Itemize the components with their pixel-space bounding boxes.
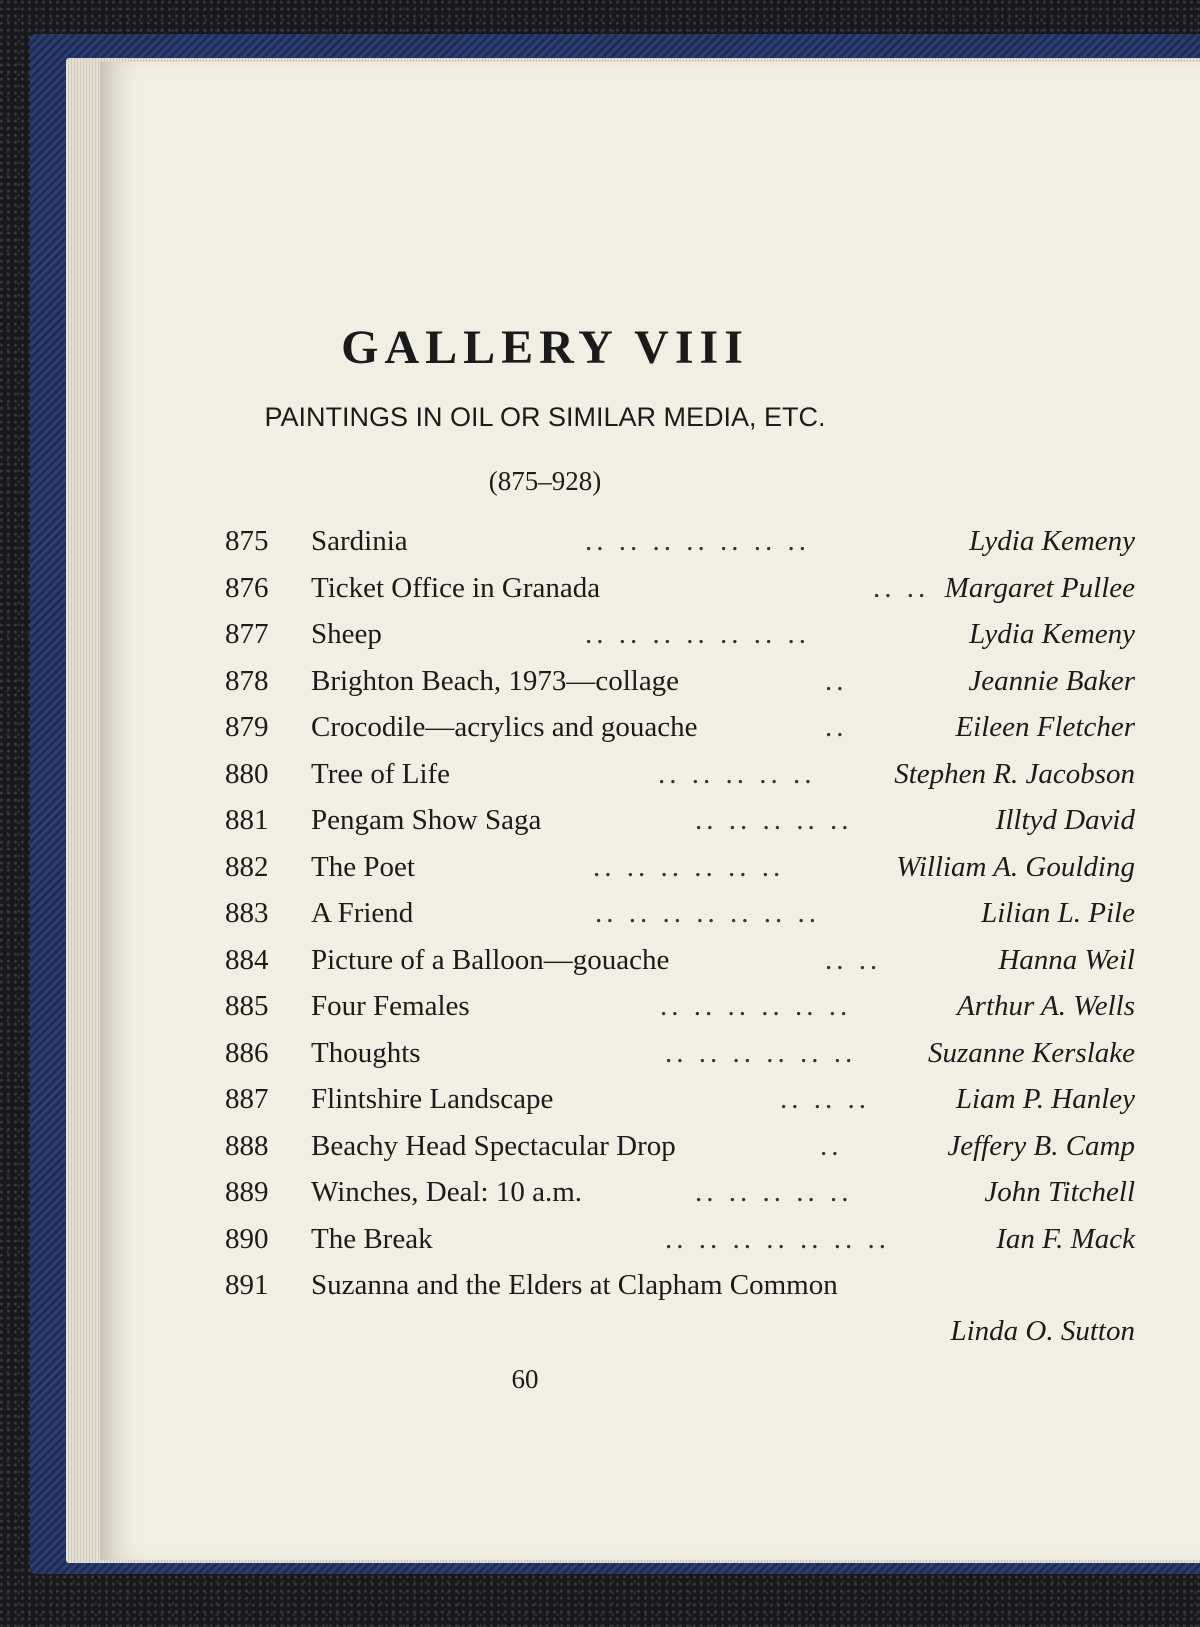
entry-work [311,611,382,658]
entry-work [311,751,450,798]
list-item [225,658,1135,705]
entry-medium: —gouache [543,943,670,976]
entry-artist: Arthur A. Wells [956,990,1135,1022]
entry-title: Beachy Head Spectacular Drop [311,1129,676,1162]
list-item [225,704,1135,751]
entry-work [311,983,470,1030]
entry-work [311,937,669,984]
list-item [225,1123,1135,1170]
entry-artist: William A. Goulding [896,850,1135,883]
entry-title: The Poet [311,850,415,883]
entry-title: Crocodile [311,711,426,743]
list-item [225,565,1135,612]
entry-title: Tree of Life [311,757,451,790]
entry-artist: Illtyd David [995,804,1135,836]
entry-title: A Friend [311,897,414,929]
entry-artist: John Titchell [984,1176,1135,1208]
entry-number: 879 [225,711,269,743]
list-item [225,1169,1135,1216]
entry-artist: Jeannie Baker [968,664,1135,697]
entry-title: The Break [311,1222,433,1255]
entry-title: Ticket Office in Granada [311,571,601,604]
entry-number: 878 [225,664,269,697]
entry-medium: —acrylics and gouache [425,711,698,743]
entry-number: 887 [225,1083,269,1115]
entry-title: Winches, Deal: 10 a.m. [311,1176,583,1208]
entry-artist: Liam P. Hanley [955,1083,1135,1115]
dot-leader: .. .. .. .. .. [695,1176,853,1208]
entry-title: Suzanna and the Elders at Clapham Common [311,1269,838,1301]
dot-leader: .. .. [873,571,930,604]
dot-leader: .. [825,711,848,743]
list-item [225,1030,1135,1077]
entry-title: Sardinia [311,525,408,557]
dot-leader: .. .. .. .. .. .. [593,850,785,883]
list-item [225,844,1135,891]
list-item [225,1262,1135,1354]
entry-work [311,1169,582,1216]
entry-number: 886 [225,1036,269,1069]
entry-number: 891 [225,1269,269,1301]
entry-work [311,797,541,844]
dot-leader: .. .. .. .. .. .. .. [585,525,810,557]
entry-work [311,1262,838,1309]
entry-number: 888 [225,1129,269,1162]
entry-number: 882 [225,850,269,883]
catalogue-list [225,518,1135,1354]
entry-number: 890 [225,1222,269,1255]
page-title: GALLERY VIII [341,321,749,374]
entry-artist: Stephen R. Jacobson [894,757,1135,790]
entry-artist: Eileen Fletcher [955,711,1135,743]
dot-leader: .. .. .. .. .. .. [665,1036,857,1069]
entry-work [311,1123,676,1170]
entry-medium: —collage [566,664,680,697]
entry-title: Thoughts [311,1036,421,1069]
catalogue-range: (875–928) [488,466,602,496]
entry-number: 876 [225,571,269,604]
entry-number: 881 [225,804,269,836]
entry-title: Brighton Beach, 1973 [311,664,567,697]
entry-number: 883 [225,897,269,929]
entry-title: Flintshire Landscape [311,1083,554,1115]
dot-leader: .. .. [825,943,882,976]
entry-artist: Lydia Kemeny [969,525,1135,557]
catalogue-page [100,62,1200,1560]
entry-number: 880 [225,757,269,790]
entry-work [311,704,698,751]
dot-leader: .. .. .. .. .. .. .. [595,897,820,929]
entry-work [311,565,600,612]
list-item [225,1076,1135,1123]
entry-artist: Linda O. Sutton [950,1315,1135,1347]
page-number: 60 [511,1364,539,1394]
dot-leader: .. .. .. .. .. [695,804,853,836]
list-item [225,611,1135,658]
entry-number: 875 [225,525,269,557]
entry-number: 885 [225,990,269,1022]
dot-leader: .. .. .. [780,1083,870,1115]
entry-work [311,1030,421,1077]
entry-artist: Jeffery B. Camp [947,1129,1135,1162]
dot-leader: .. .. .. .. .. .. [660,990,852,1022]
entry-number: 884 [225,943,269,976]
list-item [225,937,1135,984]
entry-title: Sheep [311,618,382,650]
entry-artist: Lilian L. Pile [981,897,1135,929]
entry-number: 889 [225,1176,269,1208]
entry-title: Picture of a Balloon [311,943,544,976]
entry-title: Pengam Show Saga [311,804,542,836]
list-item [225,797,1135,844]
list-item [225,983,1135,1030]
list-item [225,1216,1135,1263]
dot-leader: .. .. .. .. .. .. .. [585,618,810,650]
list-item [225,890,1135,937]
list-item [225,518,1135,565]
entry-artist: Hanna Weil [998,943,1135,976]
entry-work [311,518,408,565]
entry-work [311,1076,553,1123]
entry-artist: Margaret Pullee [944,571,1135,604]
entry-artist: Suzanne Kerslake [928,1036,1135,1069]
page-subtitle: PAINTINGS IN OIL OR SIMILAR MEDIA, ETC. [264,402,826,432]
entry-number: 877 [225,618,269,650]
entry-artist: Lydia Kemeny [969,618,1135,650]
dot-leader: .. [820,1129,843,1162]
entry-work [311,890,413,937]
entry-artist: Ian F. Mack [996,1222,1135,1255]
entry-title: Four Females [311,990,470,1022]
entry-work [311,658,679,705]
dot-leader: .. .. .. .. .. [658,757,816,790]
entry-work [311,844,415,891]
dot-leader: .. .. .. .. .. .. .. [665,1222,890,1255]
dot-leader: .. [825,664,848,697]
entry-work [311,1216,433,1263]
list-item [225,751,1135,798]
